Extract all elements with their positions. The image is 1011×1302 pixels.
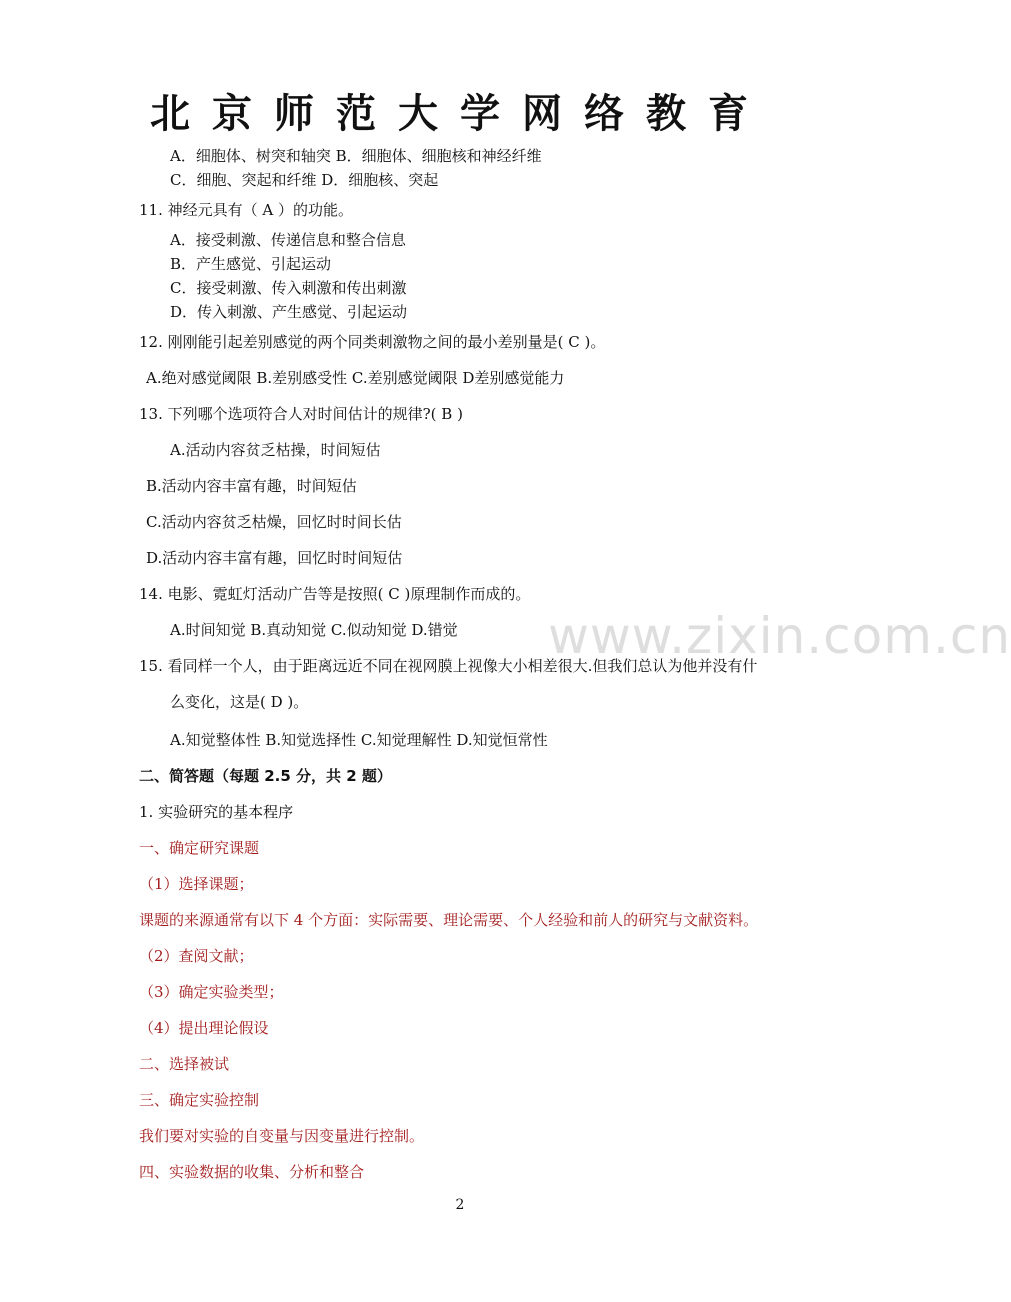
q11-option-c: C．接受刺激、传入刺激和传出刺激 — [170, 279, 407, 297]
step4-heading: 四、实验数据的收集、分析和整合 — [139, 1163, 365, 1181]
section2-heading: 二、简答题（每题 2.5 分，共 2 题） — [139, 767, 392, 785]
page-header-title: 北京师范大学网络教育 — [150, 90, 770, 137]
q12-options: A.绝对感觉阈限 B.差别感受性 C.差别感觉阈限 D差别感觉能力 — [146, 369, 565, 387]
q10-options-ab: A．细胞体、树突和轴突 B．细胞体、细胞核和神经纤维 — [170, 147, 542, 165]
q13-option-a: A.活动内容贫乏枯操，时间短估 — [170, 441, 381, 459]
step1-sub3: （3）确定实验类型； — [139, 983, 284, 1001]
page-number: 2 — [455, 1197, 465, 1213]
q15-stem-line2: 么变化，这是( D )。 — [170, 693, 309, 711]
step1-sub2: （2）查阅文献； — [139, 947, 254, 965]
q13-option-d: D.活动内容丰富有趣，回忆时时间短估 — [146, 549, 403, 567]
step2-heading: 二、选择被试 — [139, 1055, 230, 1073]
step3-heading: 三、确定实验控制 — [139, 1091, 260, 1109]
q13-stem: 13. 下列哪个选项符合人对时间估计的规律?( B ) — [139, 405, 463, 423]
q13-option-c: C.活动内容贫乏枯燥，回忆时时间长估 — [146, 513, 402, 531]
watermark-text: www.zixin.com.cn — [548, 607, 1011, 665]
q11-option-b: B．产生感觉、引起运动 — [170, 255, 332, 273]
step1-sub1: （1）选择课题； — [139, 875, 254, 893]
watermark — [548, 607, 1011, 665]
q12-stem: 12. 刚刚能引起差别感觉的两个同类刺激物之间的最小差别量是( C )。 — [139, 333, 606, 351]
q15-options: A.知觉整体性 B.知觉选择性 C.知觉理解性 D.知觉恒常性 — [170, 731, 548, 749]
step1-sub4: （4）提出理论假设 — [139, 1019, 269, 1037]
step1-sub1-detail: 课题的来源通常有以下 4 个方面：实际需要、理论需要、个人经验和前人的研究与文献资料。 — [139, 911, 759, 929]
q15-stem-line1: 15. 看同样一个人，由于距离远近不同在视网膜上视像大小相差很大.但我们总认为他并没有什 — [139, 657, 758, 675]
q14-options: A.时间知觉 B.真动知觉 C.似动知觉 D.错觉 — [170, 621, 458, 639]
short-answer-q1-title: 1. 实验研究的基本程序 — [139, 803, 294, 821]
q11-option-d: D．传入刺激、产生感觉、引起运动 — [170, 303, 408, 321]
q11-stem: 11. 神经元具有（ A ）的功能。 — [139, 201, 353, 219]
q13-option-b: B.活动内容丰富有趣，时间短估 — [146, 477, 357, 495]
step3-detail: 我们要对实验的自变量与因变量进行控制。 — [139, 1127, 425, 1145]
q11-option-a: A．接受刺激、传递信息和整合信息 — [170, 231, 406, 249]
step1-heading: 一、确定研究课题 — [139, 839, 260, 857]
q10-options-cd: C．细胞、突起和纤维 D．细胞核、突起 — [170, 171, 439, 189]
q14-stem: 14. 电影、霓虹灯活动广告等是按照( C )原理制作而成的。 — [139, 585, 531, 603]
